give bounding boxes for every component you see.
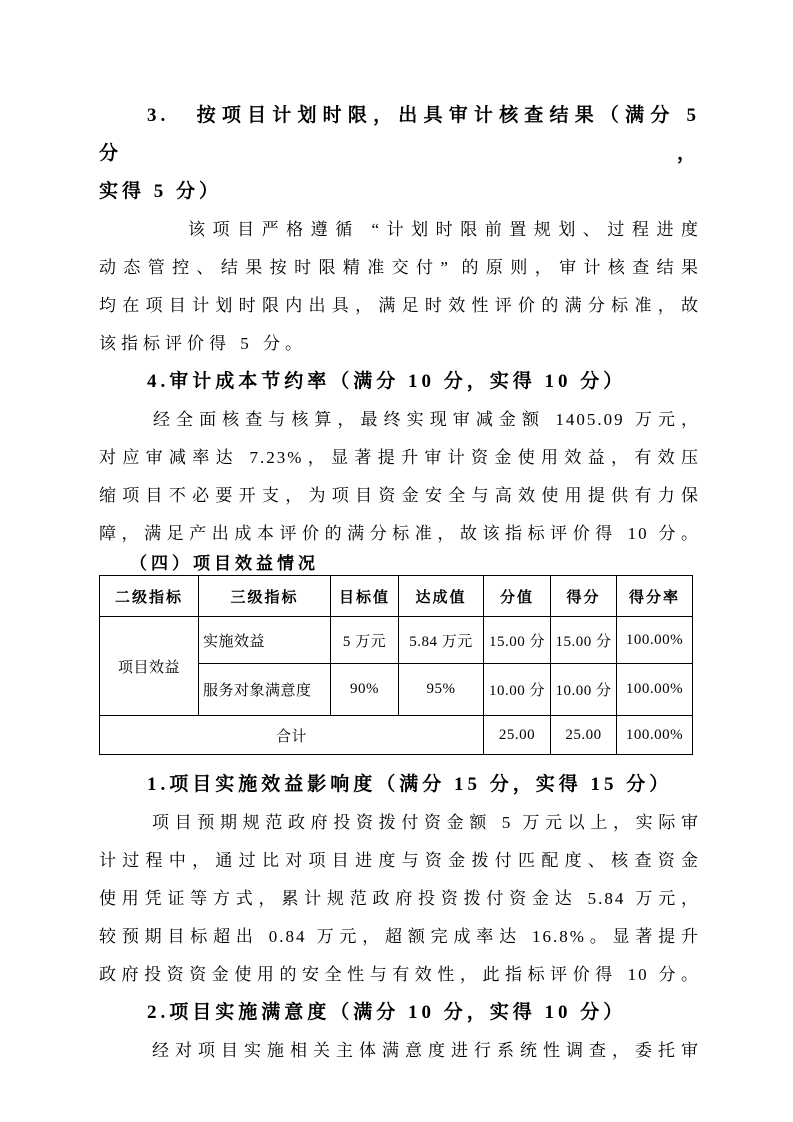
paragraph-benefit1: [99, 804, 700, 994]
cell-total-score-rate: 100.00%: [617, 716, 693, 755]
header-score-value: 分值: [484, 576, 551, 617]
paragraph-section3: [99, 211, 700, 363]
cell-level3-indicator: 实施效益: [199, 617, 331, 664]
cell-total-label: 合计: [100, 716, 484, 755]
cell-score-rate: 100.00%: [617, 664, 693, 716]
cell-score-got: 10.00 分: [551, 664, 617, 716]
text-line: 缩项目不必要开支，为项目资金安全与高效使用提供有力保: [99, 486, 700, 505]
cell-target: 5 万元: [331, 617, 399, 664]
text-line: 实得 5 分）: [99, 181, 223, 202]
cell-score-rate: 100.00%: [617, 617, 693, 664]
table-header-row: [100, 576, 693, 617]
heading-benefit2: 2.项目实施满意度（满分 10 分，实得 10 分）: [147, 1002, 627, 1023]
cell-score-value: 10.00 分: [484, 664, 551, 716]
text-line: 经对项目实施相关主体满意度进行系统性调查，委托审: [152, 1041, 700, 1060]
cell-total-score-value: 25.00: [484, 716, 551, 755]
cell-level2-indicator: 项目效益: [100, 617, 199, 716]
text-line: 动态管控、结果按时限精准交付” 的原则，审计核查结果: [99, 258, 700, 277]
text-line: 计过程中，通过比对项目进度与资金拨付匹配度、核查资金: [99, 851, 700, 870]
text-line: 3. 按项目计划时限，出具审计核查结果（满分 5 分，: [99, 105, 700, 164]
header-target-value: 目标值: [331, 576, 399, 617]
heading-section4: 4.审计成本节约率（满分 10 分，实得 10 分）: [147, 371, 627, 392]
text-line: 较预期目标超出 0.84 万元，超额完成率达 16.8%。显著提升: [99, 927, 700, 946]
benefit-table: [99, 575, 693, 755]
text-line: 均在项目计划时限内出具，满足时效性评价的满分标准，故: [99, 296, 700, 315]
header-score-got: 得分: [551, 576, 617, 617]
header-score-rate: 得分率: [617, 576, 693, 617]
text-line: 该指标评价得 5 分。: [99, 334, 307, 353]
paragraph-section4: [99, 401, 700, 553]
cell-target: 90%: [331, 664, 399, 716]
cell-score-value: 15.00 分: [484, 617, 551, 664]
header-level3-indicator: 三级指标: [199, 576, 331, 617]
heading-benefit1: 1.项目实施效益影响度（满分 15 分，实得 15 分）: [147, 774, 673, 795]
cell-total-score-got: 25.00: [551, 716, 617, 755]
text-line: 障，满足产出成本评价的满分标准，故该指标评价得 10 分。: [99, 524, 700, 543]
cell-level3-indicator: 服务对象满意度: [199, 664, 331, 716]
text-line: 使用凭证等方式，累计规范政府投资拨付资金达 5.84 万元，: [99, 889, 700, 908]
text-line: 项目预期规范政府投资拨付资金额 5 万元以上，实际审: [152, 813, 700, 832]
text-line: 政府投资资金使用的安全性与有效性，此指标评价得 10 分。: [99, 965, 700, 984]
header-achieved-value: 达成值: [399, 576, 484, 617]
cell-achieved: 5.84 万元: [399, 617, 484, 664]
sub-heading-benefit: （四）项目效益情况: [130, 554, 319, 573]
table-row: [100, 617, 693, 664]
text-line: 该项目严格遵循 “计划时限前置规划、过程进度: [188, 220, 700, 239]
paragraph-benefit2: [99, 1032, 700, 1070]
text-line: 对应审减率达 7.23%，显著提升审计资金使用效益，有效压: [99, 448, 700, 467]
header-level2-indicator: 二级指标: [100, 576, 199, 617]
cell-score-got: 15.00 分: [551, 617, 617, 664]
text-line: 经全面核查与核算，最终实现审减金额 1405.09 万元，: [153, 410, 700, 429]
table-total-row: [100, 716, 693, 755]
cell-achieved: 95%: [399, 664, 484, 716]
heading-section3: [99, 97, 700, 211]
